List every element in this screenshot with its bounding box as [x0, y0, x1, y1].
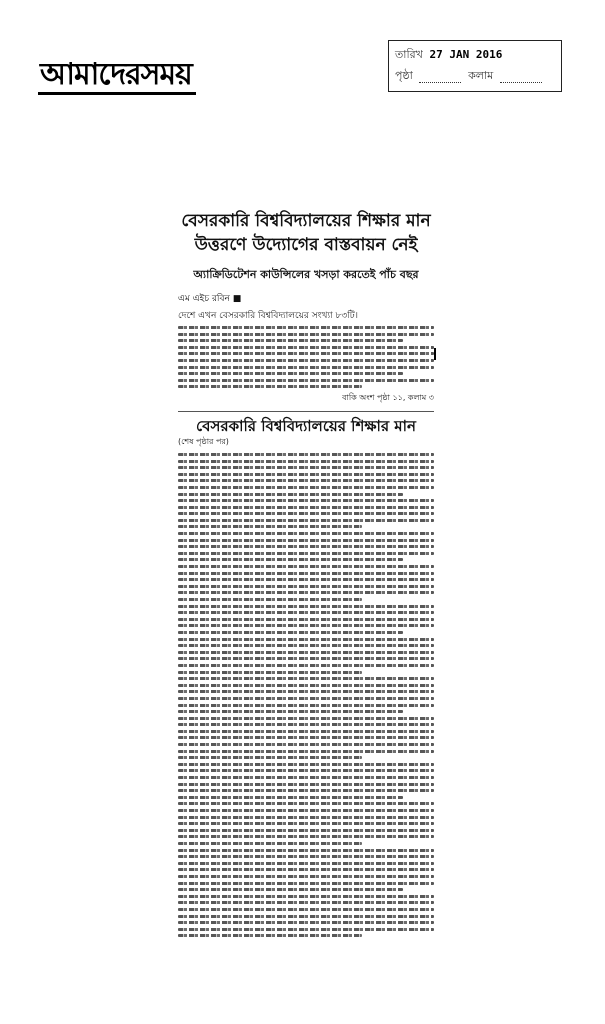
headline-line-1: বেসরকারি বিশ্ববিদ্যালয়ের শিক্ষার মান — [181, 211, 431, 231]
date-stamp — [388, 40, 562, 92]
stamp-date-label: তারিখ — [395, 48, 423, 61]
continuation-body-text — [178, 453, 434, 937]
stamp-date-row — [395, 45, 502, 65]
continuation-note: (শেষ পৃষ্ঠার পর) — [178, 436, 229, 446]
article-lead-text: দেশে এখন বেসরকারি বিশ্ববিদ্যালয়ের সংখ্যা ৮৩টি। — [178, 311, 358, 321]
headline-line-2: উত্তরণে উদ্যোগের বাস্তবায়ন নেই — [194, 235, 418, 255]
newspaper-masthead: আমাদেরসময় — [38, 58, 196, 95]
article-byline: এম এইচ রবিন ■ — [178, 294, 242, 304]
article-subhead: অ্যাক্রিডিটেশন কাউন্সিলের খসড়া করতেই পাঁচ বছর — [193, 268, 419, 281]
stamp-column-field — [500, 70, 542, 83]
continuation-heading: বেসরকারি বিশ্ববিদ্যালয়ের শিক্ষার মান — [196, 416, 416, 435]
stamp-date-value: 27 JAN 2016 — [429, 48, 503, 61]
stamp-page-row — [395, 66, 542, 86]
stamp-page-label: পৃষ্ঠা — [395, 69, 413, 82]
continued-note: বাকি অংশ পৃষ্ঠা ১১, কলাম ৩ — [342, 392, 434, 402]
margin-mark — [426, 348, 436, 360]
stamp-page-field — [419, 70, 461, 83]
news-article — [178, 210, 434, 941]
lead-body-text — [178, 326, 434, 388]
stamp-column-label: কলাম — [468, 69, 494, 82]
section-divider — [178, 411, 434, 412]
